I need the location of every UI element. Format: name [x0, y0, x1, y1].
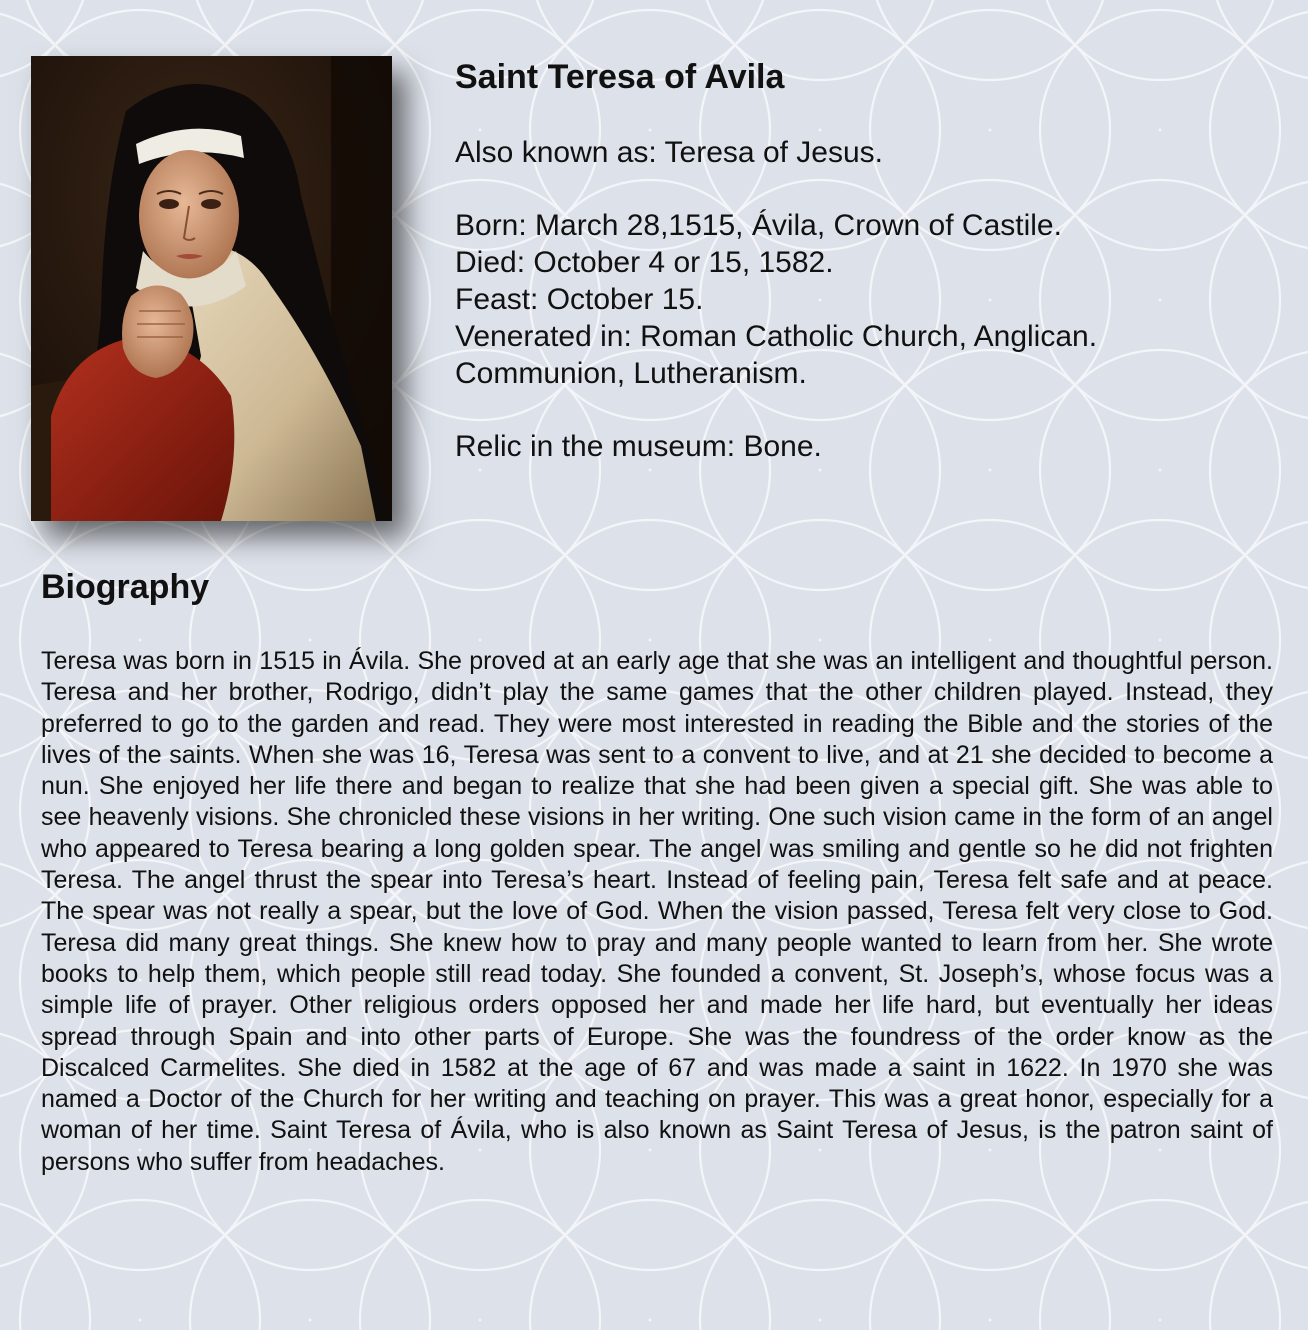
saint-info	[455, 56, 1275, 465]
biography-heading: Biography	[41, 568, 210, 606]
venerated-line-2: Communion, Lutheranism.	[455, 357, 807, 390]
biography-text: Teresa was born in 1515 in Ávila. She proved at an early age that she was an intelligent and thoughtful person. Teresa and her brother, Rodrigo, didn’t play the same games that the other children played. Instead, they preferred to go to the garden and read. They were most interested in reading the Bible and the stories of the lives of the saints. When she was 16, Teresa was sent to a convent to live, and at 21 she decided to become a nun. She enjoyed her life there and began to realize that she had been given a special gift. She was able to see heavenly visions. She chronicled these visions in her writing. One such vision came in the form of an angel who appeared to Teresa bearing a long golden spear. The angel was smiling and gentle so he did not frighten Teresa. The angel thrust the spear into Teresa’s heart. Instead of feeling pain, Teresa felt safe and at peace. The spear was not really a spear, but the love of God. When the vision passed, Teresa felt very close to God. Teresa did many great things. She knew how to pray and many people wanted to learn from her. She wrote books to help them, which people still read today. She founded a convent, St. Joseph’s, whose focus was a simple life of prayer. Other religious orders opposed her and made her life hard, but eventually her ideas spread through Spain and into other parts of Europe. She was the foundress of the order know as the Discalced Carmelites. She died in 1582 at the age of 67 and was made a saint in 1622. In 1970 she was named a Doctor of the Church for her writing and teaching on prayer. This was a great honor, especially for a woman of her time. Saint Teresa of Ávila, who is also known as Saint Teresa of Jesus, is the patron saint of persons who suffer from headaches.	[41, 647, 1273, 1176]
venerated-line-1: Venerated in: Roman Catholic Church, Anglican.	[455, 320, 1098, 353]
died-line: Died: October 4 or 15, 1582.	[455, 246, 834, 279]
relic-line: Relic in the museum: Bone.	[455, 430, 822, 463]
saint-portrait	[31, 56, 392, 521]
feast-line: Feast: October 15.	[455, 283, 704, 316]
born-line: Born: March 28,1515, Ávila, Crown of Castile.	[455, 209, 1062, 242]
saint-name: Saint Teresa of Avila	[455, 58, 785, 96]
also-known-as: Also known as: Teresa of Jesus.	[455, 136, 883, 169]
portrait-illustration	[31, 56, 392, 521]
